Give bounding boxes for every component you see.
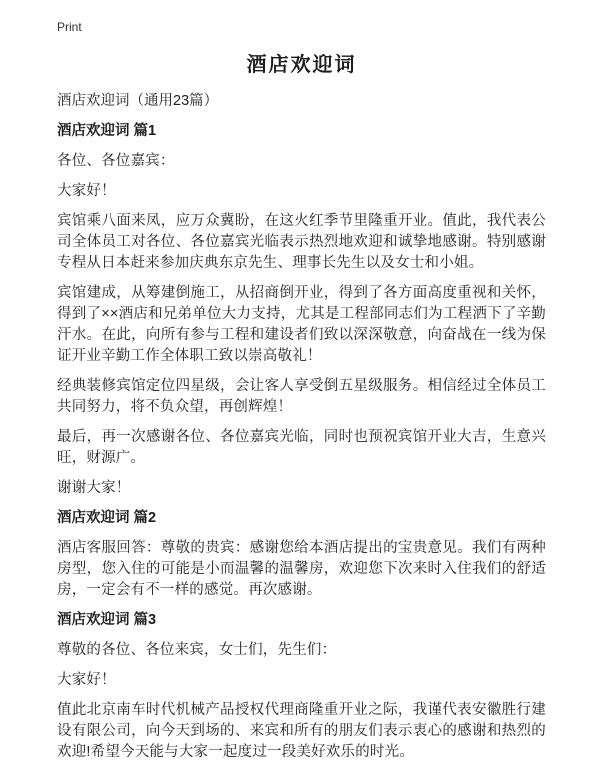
print-link[interactable]: Print bbox=[57, 20, 82, 34]
paragraph: 各位、各位嘉宾： bbox=[57, 153, 175, 169]
paragraph: 酒店客服回答：尊敬的贵宾：感谢您给本酒店提出的宝贵意见。我们有两种房型，您入住的可能是小而温馨的温馨房，欢迎您下次来时入住我们的舒适房，一定会有不一样的感觉。再次感谢。 bbox=[57, 540, 546, 598]
section-3 bbox=[57, 610, 546, 763]
section-1 bbox=[57, 121, 546, 499]
page-title: 酒店欢迎词 bbox=[246, 54, 357, 76]
section-3-heading: 酒店欢迎词 篇3 bbox=[57, 612, 157, 628]
section-2-heading: 酒店欢迎词 篇2 bbox=[57, 510, 157, 526]
paragraph: 尊敬的各位、各位来宾，女士们，先生们： bbox=[57, 642, 337, 658]
paragraph: 经典装修宾馆定位四星级，会让客人享受倒五星级服务。相信经过全体员工共同努力，将不负众望，再创辉煌！ bbox=[57, 378, 546, 415]
paragraph: 值此北京南车时代机械产品授权代理商隆重开业之际，我谨代表安徽胜行建设有限公司，向今天到场的、来宾和所有的朋友们表示衷心的感谢和热烈的欢迎!希望今天能与大家一起度过一段美好欢乐的时光。 bbox=[57, 702, 546, 760]
paragraph: 谢谢大家！ bbox=[57, 480, 131, 496]
section-2 bbox=[57, 508, 546, 601]
document-subtitle: 酒店欢迎词（通用23篇） bbox=[57, 93, 219, 109]
paragraph: 大家好！ bbox=[57, 672, 116, 688]
paragraph: 宾馆乘八面来凤，应万众冀盼，在这火红季节里隆重开业。值此，我代表公司全体员工对各位、各位嘉宾光临表示热烈地欢迎和诚挚地感谢。特别感谢专程从日本赶来参加庆典东京先生、理事长先生以及女士和小姐。 bbox=[57, 213, 546, 271]
paragraph: 大家好！ bbox=[57, 183, 116, 199]
section-1-heading: 酒店欢迎词 篇1 bbox=[57, 123, 157, 139]
paragraph: 最后，再一次感谢各位、各位嘉宾光临，同时也预祝宾馆开业大吉，生意兴旺，财源广。 bbox=[57, 429, 546, 466]
paragraph: 宾馆建成，从筹建倒施工，从招商倒开业，得到了各方面高度重视和关怀，得到了××酒店和兄弟单位大力支持，尤其是工程部同志们为工程洒下了辛勤汗水。在此，向所有参与工程和建设者们致以深深敬意，向奋战在一线为保证开业辛勤工作全体职工致以崇高敬礼！ bbox=[57, 285, 546, 364]
